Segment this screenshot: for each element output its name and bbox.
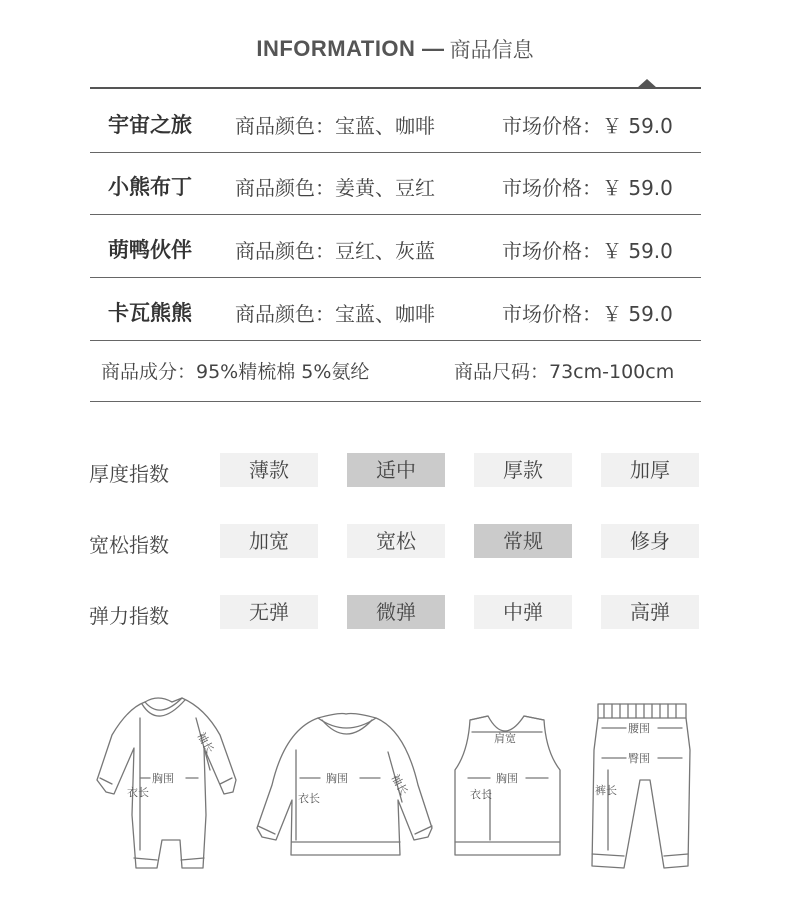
looseness-option: 常规 xyxy=(474,524,572,558)
top-length-label: 衣长 xyxy=(298,792,320,805)
thickness-index-label: 厚度指数 xyxy=(89,462,169,486)
product-color: 商品颜色：豆红、灰蓝 xyxy=(235,239,435,263)
romper-chest-label: 胸围 xyxy=(152,772,174,785)
pants-waist-label: 腰围 xyxy=(628,722,650,735)
product-row xyxy=(90,279,701,341)
product-name: 小熊布丁 xyxy=(108,175,192,199)
product-color: 商品颜色：姜黄、豆红 xyxy=(235,176,435,200)
header-divider xyxy=(90,87,701,89)
thickness-option: 薄款 xyxy=(220,453,318,487)
elasticity-option: 微弹 xyxy=(347,595,445,629)
material-text: 商品成分：95%精梳棉 5%氨纶 xyxy=(101,361,370,383)
pointer-triangle-icon xyxy=(637,79,657,88)
top-chest-label: 胸围 xyxy=(326,772,348,785)
spec-row xyxy=(90,341,701,402)
romper-length-label: 衣长 xyxy=(127,786,149,799)
size-text: 商品尺码：73cm-100cm xyxy=(454,361,675,383)
product-row xyxy=(90,153,701,215)
vest-length-label: 衣长 xyxy=(470,788,492,801)
elasticity-index-label: 弹力指数 xyxy=(89,604,169,628)
product-row xyxy=(90,91,701,153)
product-price: 市场价格：￥ 59.0 xyxy=(502,176,673,200)
vest-chest-label: 胸围 xyxy=(496,772,518,785)
looseness-option: 修身 xyxy=(601,524,699,558)
product-price: 市场价格：￥ 59.0 xyxy=(502,114,673,138)
header-title-en: INFORMATION — xyxy=(256,36,445,61)
elasticity-option: 中弹 xyxy=(474,595,572,629)
looseness-index-label: 宽松指数 xyxy=(89,533,169,557)
top-icon xyxy=(257,714,432,856)
vest-shoulder-label: 肩宽 xyxy=(494,732,516,745)
romper-icon xyxy=(97,698,236,868)
vest-icon xyxy=(455,716,560,855)
product-price: 市场价格：￥ 59.0 xyxy=(502,239,673,263)
looseness-option: 加宽 xyxy=(220,524,318,558)
header-title-cn: 商品信息 xyxy=(449,38,534,62)
product-price: 市场价格：￥ 59.0 xyxy=(502,302,673,326)
product-name: 宇宙之旅 xyxy=(108,113,192,137)
section-header xyxy=(0,34,790,68)
product-color: 商品颜色：宝蓝、咖啡 xyxy=(235,302,435,326)
pants-icon xyxy=(592,704,690,868)
looseness-option: 宽松 xyxy=(347,524,445,558)
product-name: 萌鸭伙伴 xyxy=(108,238,192,262)
thickness-option: 适中 xyxy=(347,453,445,487)
product-row xyxy=(90,216,701,278)
elasticity-option: 高弹 xyxy=(601,595,699,629)
product-color: 商品颜色：宝蓝、咖啡 xyxy=(235,114,435,138)
romper-sleeve-label: 袖长 xyxy=(194,730,217,756)
thickness-option: 加厚 xyxy=(601,453,699,487)
product-name: 卡瓦熊熊 xyxy=(108,301,192,325)
top-sleeve-label: 袖长 xyxy=(388,772,411,798)
thickness-option: 厚款 xyxy=(474,453,572,487)
pants-length-label: 裤长 xyxy=(595,784,617,797)
pants-hip-label: 臀围 xyxy=(628,752,650,765)
elasticity-option: 无弹 xyxy=(220,595,318,629)
garment-illustrations xyxy=(0,690,790,880)
